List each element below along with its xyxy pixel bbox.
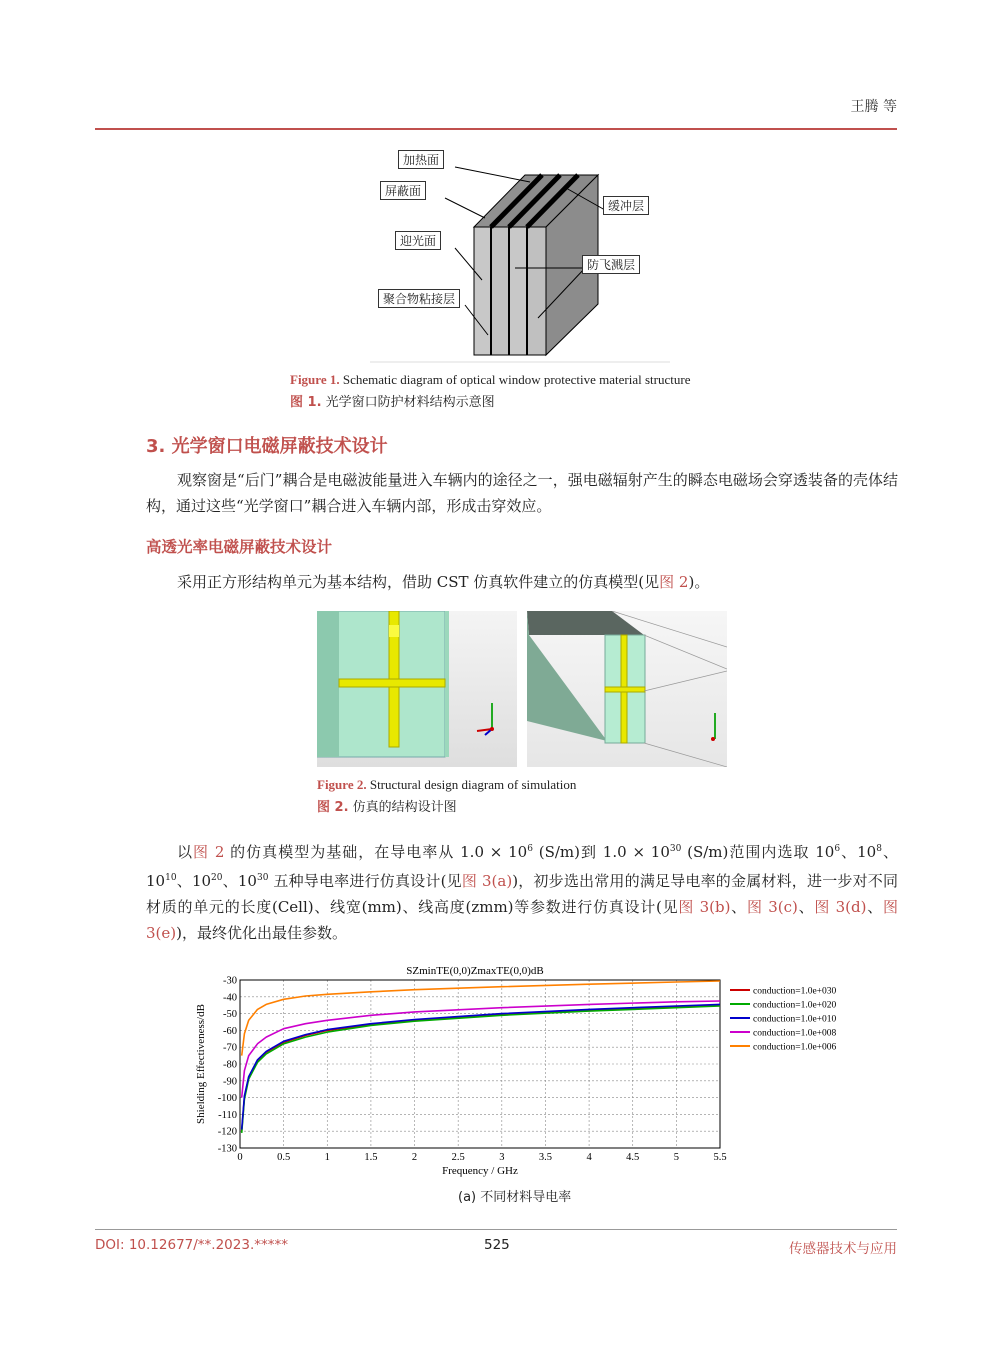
label-shielding-surface: 屏蔽面: [380, 181, 426, 200]
figure3c-ref-link[interactable]: 图 3(c): [746, 898, 798, 916]
y-tick-label: -40: [223, 992, 237, 1004]
figure1-diagram: [370, 140, 670, 365]
y-tick-label: -110: [218, 1109, 237, 1121]
paragraph-3: 以图 2 的仿真模型为基础，在导电率从 $1.0 \times 10^6$ (S/m)到 $1.0 \times 10^{30}$ (S/m)范围内选取 $10^6$、$10^8$、$10^{10}$、$10^{20}$、$10^{30}$ 五种导电率进行仿真设计(见图 3(a))，初步选出常用的满足导电率的金属材料，进一步对不同材质的单元的长度(Cell)、线宽(mm)、线高度(zmm)等参数进行仿真设计(见图 3(b)、图 3(c)、图 3(d)、图 3(e))，最终优化出最佳参数。: [146, 843, 898, 942]
series-line-4: [242, 981, 720, 1056]
y-tick-label: -50: [223, 1009, 237, 1021]
x-tick-label: 5: [673, 1152, 679, 1163]
figure3b-ref-link[interactable]: 图 3(b): [678, 898, 731, 916]
figure3d-ref-link[interactable]: 图 3(d): [814, 898, 867, 916]
figure2-ref-link[interactable]: 图 2: [193, 843, 225, 861]
y-tick-label: -60: [223, 1025, 237, 1037]
y-tick-label: -30: [223, 975, 237, 987]
y-tick-label: -90: [223, 1076, 237, 1088]
paragraph-1: 观察窗是“后门”耦合是电磁波能量进入车辆内的途径之一，强电磁辐射产生的瞬态电磁场会穿透装备的壳体结构，通过这些“光学窗口”耦合进入车辆内部，形成击穿效应。: [146, 471, 898, 515]
label-light-facing-surface: 迎光面: [395, 231, 441, 250]
chart-title: SZminTE(0,0)ZmaxTE(0,0)dB: [406, 965, 544, 977]
series-line-1: [242, 1006, 720, 1133]
x-tick-label: 0.5: [277, 1152, 291, 1163]
x-tick-label: 3.5: [538, 1152, 553, 1163]
figure3e-ref-link[interactable]: 图 3(e): [146, 898, 898, 942]
figure3a-chart: [185, 958, 865, 1180]
label-heating-surface: 加热面: [398, 150, 444, 169]
y-tick-label: -70: [223, 1042, 237, 1054]
legend-label-3: conduction=1.0e+008: [753, 1028, 837, 1039]
footer-rule: [95, 1229, 897, 1230]
running-header: 王腾 等: [850, 99, 897, 115]
x-axis-label: Frequency / GHz: [442, 1165, 518, 1177]
x-tick-label: 5.5: [713, 1152, 727, 1163]
x-tick-label: 1: [324, 1152, 330, 1163]
footer-doi: DOI: 10.12677/**.2023.*****: [95, 1237, 288, 1253]
shielding-chart-svg: [185, 958, 865, 1180]
y-axis-label: Shielding Effectiveness/dB: [195, 1004, 207, 1124]
figure1-caption-en: Figure 1. Schematic diagram of optical window protective material structure: [290, 372, 691, 387]
legend-label-4: conduction=1.0e+006: [753, 1042, 837, 1053]
series-line-0: [242, 1005, 720, 1131]
x-tick-label: 1.5: [364, 1152, 378, 1163]
simulation-view-front: [317, 611, 517, 767]
figure1-caption-cn: 图 1. 光学窗口防护材料结构示意图: [290, 395, 495, 410]
label-anti-splash-layer: 防飞溅层: [582, 255, 640, 274]
layer-structure-drawing: [370, 140, 670, 365]
figure2-caption-en: Figure 2. Structural design diagram of simulation: [317, 777, 577, 792]
label-polymer-bonding-layer: 聚合物粘接层: [378, 289, 460, 308]
footer-journal-name: 传感器技术与应用: [789, 1241, 897, 1257]
x-tick-label: 4: [586, 1152, 592, 1163]
legend-label-2: conduction=1.0e+010: [753, 1014, 837, 1025]
y-tick-label: -120: [217, 1126, 237, 1138]
x-tick-label: 0: [237, 1152, 243, 1163]
y-tick-label: -130: [217, 1143, 237, 1155]
x-tick-label: 3: [499, 1152, 505, 1163]
figure3a-ref-link[interactable]: 图 3(a): [461, 872, 513, 890]
subsection-heading: 高透光率电磁屏蔽技术设计: [146, 538, 333, 556]
section-heading: 3. 光学窗口电磁屏蔽技术设计: [146, 436, 388, 457]
figure3a-caption: (a) 不同材料导电率: [458, 1190, 572, 1205]
paragraph-2: 采用正方形结构单元为基本结构，借助 CST 仿真软件建立的仿真模型(见图 2)。: [177, 573, 710, 591]
legend-label-0: conduction=1.0e+030: [753, 986, 837, 997]
header-rule: [95, 128, 897, 130]
figure2-ref-link[interactable]: 图 2: [659, 573, 689, 591]
figure2-caption-cn: 图 2. 仿真的结构设计图: [317, 800, 457, 815]
y-tick-label: -100: [217, 1093, 237, 1105]
x-tick-label: 4.5: [626, 1152, 640, 1163]
x-tick-label: 2: [411, 1152, 418, 1163]
legend-label-1: conduction=1.0e+020: [753, 1000, 837, 1011]
x-tick-label: 2.5: [451, 1152, 465, 1163]
footer-page-number: 525: [484, 1237, 510, 1253]
label-buffer-layer: 缓冲层: [603, 196, 649, 215]
simulation-view-perspective: [527, 611, 727, 767]
y-tick-label: -80: [223, 1059, 237, 1071]
